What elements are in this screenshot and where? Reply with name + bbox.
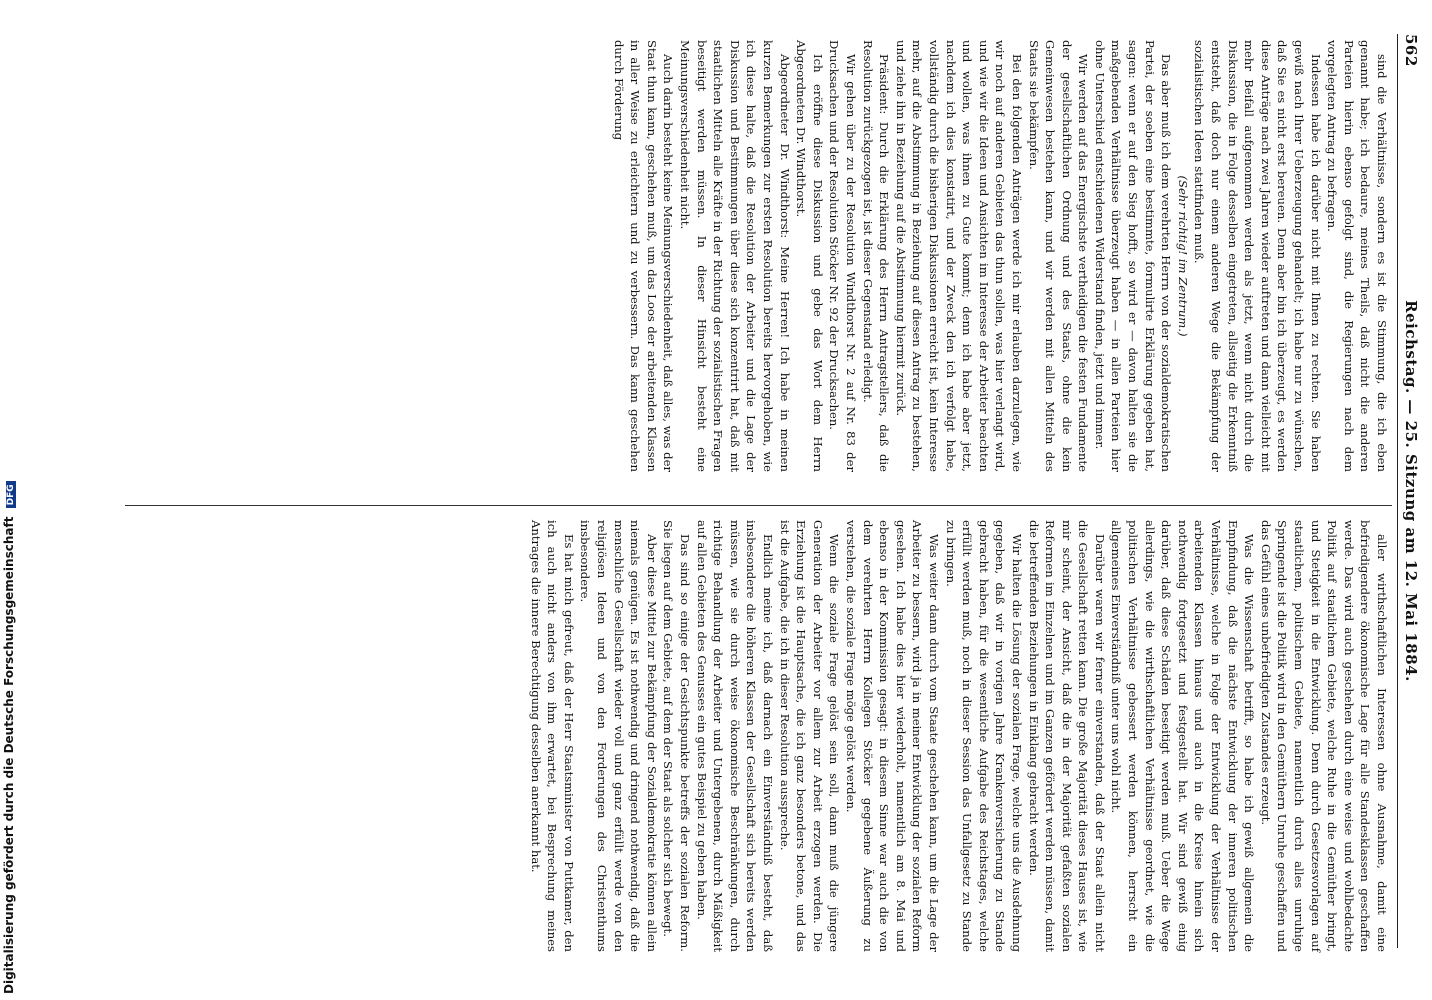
footer-text: Digitalisierung gefördert durch die Deutsche Forschungsgemeinschaft — [2, 516, 16, 994]
paragraph: Bei den folgenden Anträgen werde ich mir erlauben darzulegen, wie wir noch auf anderen Gebieten das thun sollen, was hier verlangt wird, und wie wir die Ideen und Ansichten im Interesse der Arbeiter beachten und wollen, was ihnen zu Gute kommt; denn ich habe aber jetzt, nachdem ich dies konstatirt, und der Zweck den ich verfolgt habe, vollständig durch die bisherigen Diskussionen erreicht ist, kein Interesse mehr, auf die Abstimmung in Beziehung auf diesen Antrag zu bestehen, und ziehe ihn in Beziehung auf die Abstimmung hiermit zurück. — [893, 40, 1024, 472]
page-number: 562 — [1402, 34, 1420, 67]
paragraph: Darüber waren wir ferner einverstanden, daß der Staat allein nicht die Gesellschaft retten kann. Die große Majorität dieses Hauses ist, wie mir scheint, der Ansicht, daß die in der Majorität gefaßten sozialen Reformen im Einzelnen und im Ganzen gefördert werden müssen, damit die betreffenden Beziehungen in Einklang gebracht werden. — [1026, 520, 1107, 952]
paragraph: aller wirthschaftlichen Interessen ohne Ausnahme, damit eine befriedigendere ökonomische Lage für alle Standesklassen geschaffen werde. Das wird auch geschehen durch eine weise und wohlbedachte Politik auf staatlichem Gebiete, welche Ruhe in die Gemüther bringt, und Stetigkeit in die Entwicklung. Denn durch Gesetzesvorlagen auf staatlichem, politischem Gebiete, namentlich durch alles unruhige Springende ist die Politik wird in den Gemüthern Unruhe geschaffen und das Gefühl eines unbefriedigten Zustandes erzeugt. — [1258, 520, 1389, 952]
paragraph: Es hat mich gefreut, daß der Herr Staatsminister von Puttkamer, den ich auch nicht anders von ihm erwartet, bei Besprechung meines Antrages die innere Berechtigung desselben anerkannt hat. — [528, 520, 576, 952]
paragraph: Das aber muß ich dem verehrten Herrn von der sozialdemokratischen Partei, der soeben eine bestimmte, formulirte Erklärung gegeben hat, sagen: wenn er auf den Sieg hofft, so wird er — davon halten sie die maßgebenden Verhältnisse überzeugt haben — in allen Parteien hier ohne Unterschied entschiedenen Widerstand finden, jetzt und immer. — [1092, 40, 1174, 472]
paragraph: Indessen habe ich darüber nicht mit Ihnen zu rechten. Sie haben gewiß nach Ihrer Ueberzeugung gehandelt; ich habe nur zu wünschen, daß Sie es nicht erst bereuen. Denn aber bin ich überzeugt, es werden diese Anträge nach zwei Jahren wieder auftreten und dann vielleicht mit mehr Beifall aufgenommen werden als jetzt, wenn nicht durch die Diskussion, die in Folge desselben eingetreten, allseitig die Erkenntniß entsteht, daß doch nur einem anderen Wege die Bekämpfung der sozialistischen Ideen stattfinden muß. — [1192, 40, 1323, 472]
column-divider — [125, 505, 1392, 506]
paragraph: Wir gehen über zu der Resolution Windthorst Nr. 2 auf Nr. 83 der Drucksachen und der Resolution Stöcker Nr. 92 der Drucksachen. — [827, 40, 858, 472]
page-header — [1390, 34, 1426, 948]
dfg-logo: DFG — [6, 481, 16, 508]
page-title: Reichstag. — 25. Sitzung am 12. Mai 1884. — [1402, 300, 1420, 682]
paragraph: Was weiter dann durch vom Staate geschehen kann, um die Lage der Arbeiter zu bessern, wird ja in meiner Entwicklung der sozialen Reform gesehen. Ich habe dies hier wiederholt, namentlich am 8. Mai und ebenso in der Kommission gesagt: in diesem Sinne war auch die von dem verehrten Herrn Kollegen Stöcker gegebene Äußerung zu verstehen, die soziale Frage möge gelöst werden. — [844, 520, 941, 952]
digitization-credit — [2, 0, 22, 994]
paragraph: Endlich meine ich, daß darnach ein Einverständniß besteht, daß insbesondere die höheren Klassen der Gesellschaft sich bereits werden müssen, wie sie durch weise ökonomische Beschränkungen, durch richtige Behandlung der Arbeiter und Untergebenen, durch Mäßigkeit auf allen Gebieten des Genusses ein gutes Beispiel zu geben haben. — [694, 520, 776, 952]
paragraph: Präsident: Durch die Erklärung des Herrn Antragstellers, daß die Resolution zurückgezogen ist, ist dieser Gegenstand erledigt. — [860, 40, 892, 472]
paragraph: Wir halten die Lösung der sozialen Frage, welche uns die Ausdehnung gegeben, daß wir in vorigen Jahre Krankenversicherung zu Stande gebracht haben, für die wesentliche Aufgabe des Reichstages, welche erfüllt werden muß, noch in dieser Session das Unfallgesetz zu Stande zu bringen. — [943, 520, 1024, 952]
paragraph: Aber diese Mittel zur Bekämpfung der Sozialdemokratie können allein niemals genügen. Es ist nothwendig und dringend nothwendig, daß die menschliche Gesellschaft wieder voll und ganz erfüllt werde von den religiösen Ideen und von den Forderungen des Christenthums insbesondere. — [578, 520, 659, 952]
paragraph: sind die Verhältnisse, sondern es ist die Stimmung, die ich eben genannt habe; ich bedaure, meines Theils, daß nicht die anderen Parteien hierin ebenso gefolgt sind, die Regierungen nach dem vorgelegten Antrag zu befragen. — [1325, 40, 1389, 472]
left-column — [610, 40, 1390, 472]
paragraph: Was die Wissenschaft betrifft, so habe ich gewiß allgemein die Empfindung, daß die nächste Entwicklung der inneren politischen Verhältnisse, welche in Folge der Entwicklung der Verhältnisse der arbeitenden Klassen hinaus und auch in die Kreise hinein sich nothwendig fortgesetzt und festgestellt hat. Wir sind gewiß einig darüber, daß diese Schäden beseitigt werden muß. Ueber die Wege allerdings, wie die wirthschaftlichen Verhältnisse geordnet, wie die politischen Verhältnisse gebessert werden können, herrscht ein allgemeines Einverständniß unter uns wohl nicht. — [1109, 520, 1257, 952]
paragraph: Ich eröffne diese Diskussion und gebe das Wort dem Herrn Abgeordneten Dr. Windthorst. — [794, 40, 825, 472]
header-rule — [1397, 34, 1398, 948]
paragraph: (Sehr richtig! im Zentrum.) — [1175, 175, 1190, 337]
paragraph: Auch darin besteht keine Meinungsverschiedenheit, daß alles, was der Staat thun kann, geschehen muß, um das Loos der arbeitenden Klassen in aller Weise zu erleichtern und zu verbessern. Das kann geschehen durch Förderung — [611, 40, 676, 472]
paragraph: Abgeordneter Dr. Windthorst: Meine Herren! Ich habe in meinen kurzen Bemerkungen zur ersten Resolution bereits hervorgehoben, wie ich diese halte, daß die Resolution der Arbeiter und die Lage der Diskussion und Bestimmungen über diese sich konzentrirt hat, daß mit staatlichen Mitteln alle Kräfte in der Richtung der sozialistischen Fragen beseitigt werden müssen. In dieser Hinsicht besteht eine Meinungsverschiedenheit nicht. — [678, 40, 792, 472]
paragraph: Wir werden auf das Energischste vertheidigen die festen Fundamente der gesellschaftlichen Ordnung und des Staats, ohne die kein Gemeinwesen bestehen kann, und wir werden mit allen Mitteln des Staats sie bekämpfen. — [1026, 40, 1091, 472]
paragraph: Das sind so einige der Gesichtspunkte betreffs der sozialen Reform. Sie liegen auf dem Gebiete, auf dem der Staat als solcher sich bewegt. — [661, 520, 693, 952]
paragraph: Wenn die soziale Frage gelöst sein soll, dann muß die jüngere Generation der Arbeiter vor allem zur Arbeit erzogen werden. Die Erziehung ist die Hauptsache, die ich ganz besonders betone, und das ist die Aufgabe, die ich in dieser Resolution ausspreche. — [777, 520, 842, 952]
right-column — [527, 520, 1390, 952]
